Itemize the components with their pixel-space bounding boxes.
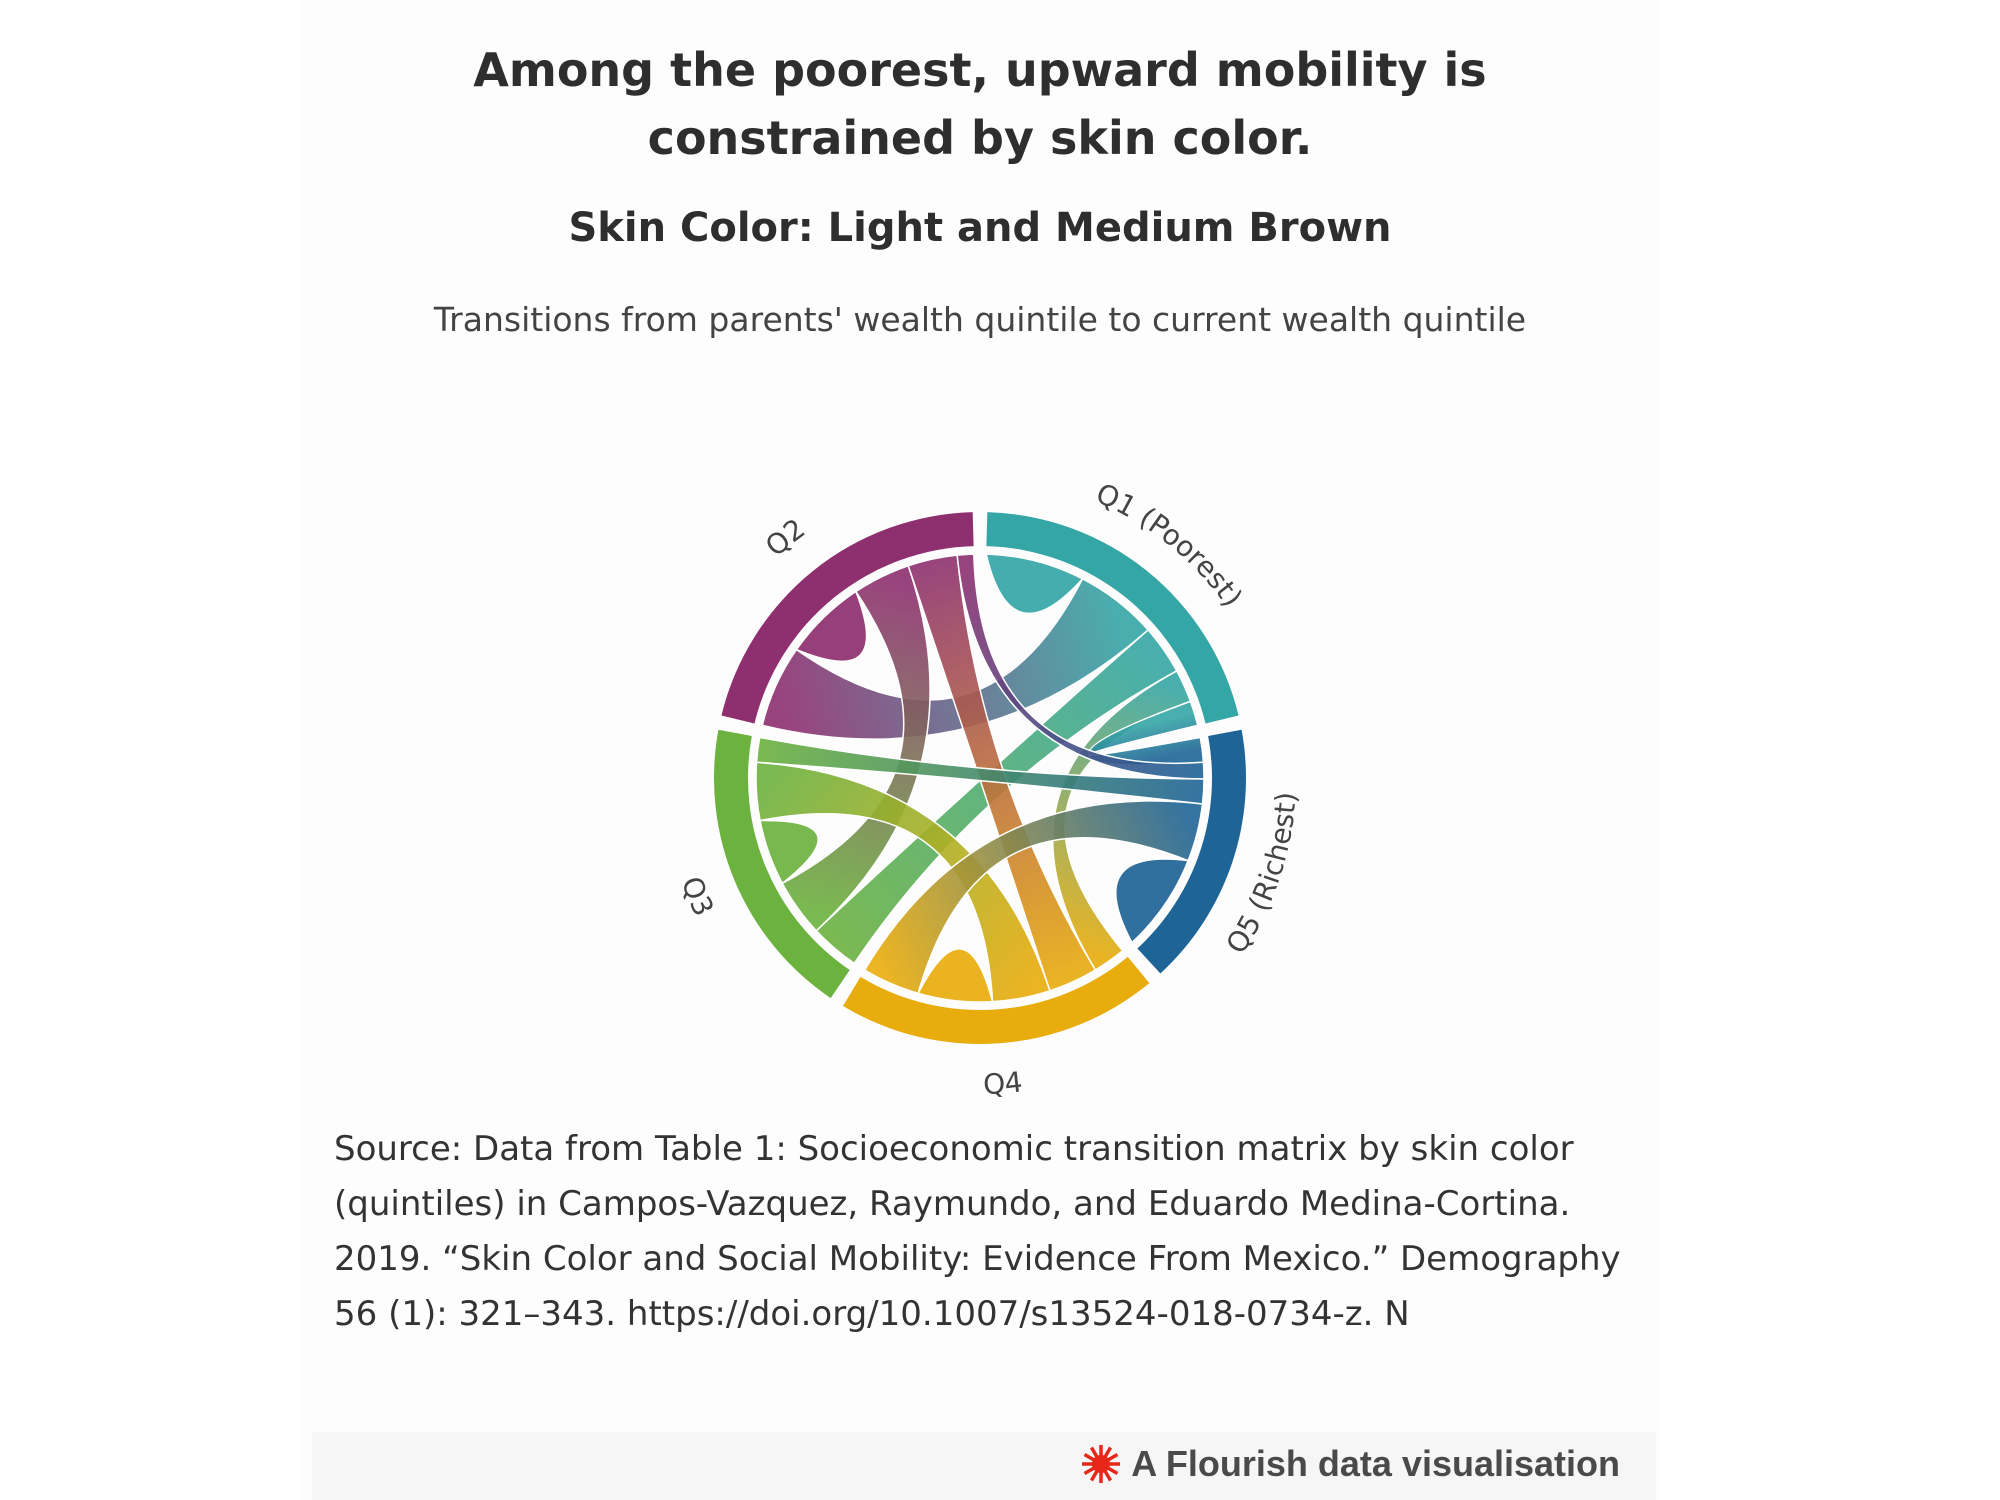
chart-caption: Transitions from parents' wealth quintile to current wealth quintile	[433, 300, 1527, 339]
chart-subtitle: Skin Color: Light and Medium Brown	[568, 205, 1392, 251]
footer-band	[312, 1432, 1656, 1500]
chord-diagram	[300, 0, 1660, 1120]
arc-label-Q4: Q4	[982, 1065, 1025, 1102]
flourish-attribution[interactable]	[1079, 1442, 1620, 1486]
arc-label-Q5: Q5 (Richest)	[1219, 790, 1303, 960]
chart-title-line-2: constrained by skin color.	[647, 111, 1313, 165]
attribution-text: A Flourish data visualisation	[1131, 1443, 1620, 1484]
flourish-burst-icon	[1079, 1442, 1123, 1486]
chart-card	[300, 0, 1660, 1500]
source-note: Source: Data from Table 1: Socioeconomic transition matrix by skin color (quintiles) in Campos-Vazquez, Raymundo, and Eduardo Medina-Cortina. 2019. “Skin Color and Social Mobility: Evidence From Mexico.” Demography 56 (1): 321–343. https://doi.org/10.1007/s13524-018-0734-z. N	[334, 1129, 1621, 1334]
arc-label-Q2: Q2	[759, 511, 812, 564]
chart-title-line-1: Among the poorest, upward mobility is	[473, 43, 1487, 97]
arc-label-Q1: Q1 (Poorest)	[1091, 476, 1249, 613]
arc-label-Q3: Q3	[674, 872, 721, 922]
